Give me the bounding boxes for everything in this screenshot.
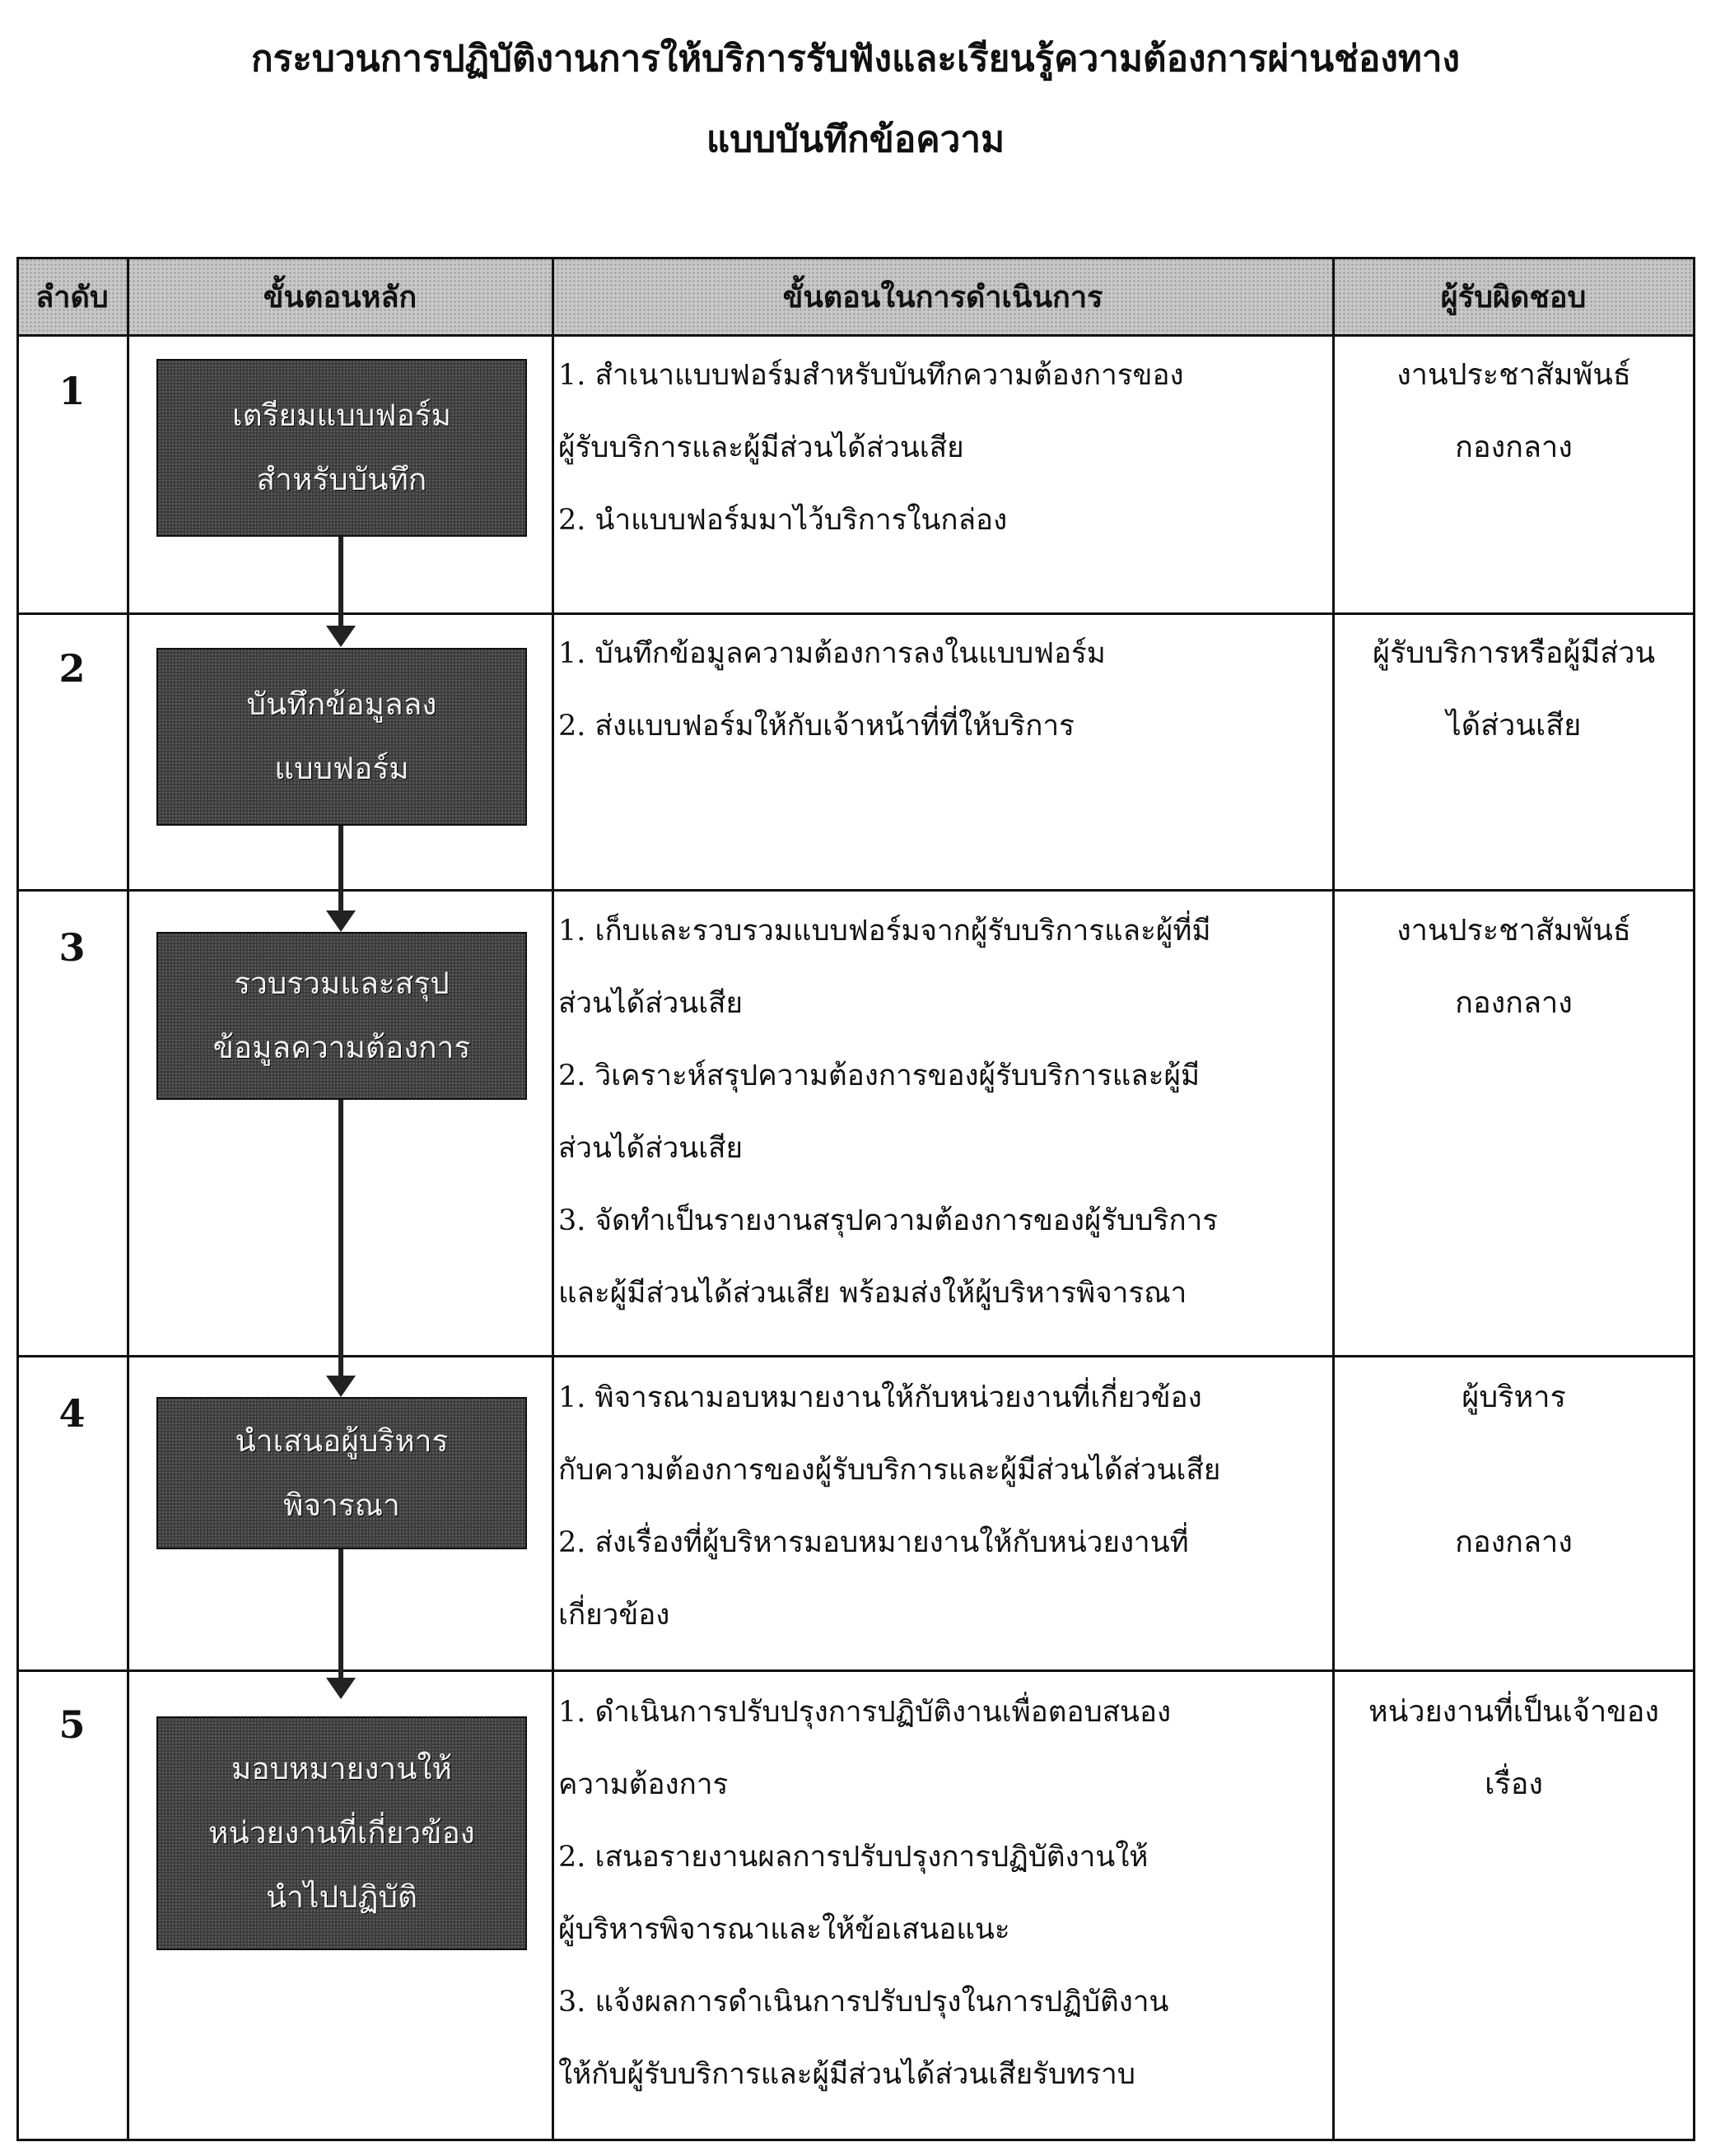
column-divider-3 <box>1332 257 1335 2141</box>
flow-box-step-5 <box>156 1716 527 1950</box>
arrow-down-icon <box>326 910 356 932</box>
procedure-line: 1. เก็บและรวบรวมแบบฟอร์มจากผู้รับบริการและผู้ที่มี <box>558 915 1211 948</box>
responsible-line: กองกลาง <box>1455 431 1573 464</box>
flow-box-text: หน่วยงานที่เกี่ยวข้อง <box>208 1815 475 1851</box>
flow-box-text: มอบหมายงานให้ <box>231 1751 452 1786</box>
table-border-bottom <box>16 2139 1695 2141</box>
responsible-line: งานประชาสัมพันธ์ <box>1396 914 1631 948</box>
responsible-line: กองกลาง <box>1455 986 1573 1020</box>
flow-box-text: เตรียมแบบฟอร์ม <box>231 398 452 433</box>
flow-box-text: แบบฟอร์ม <box>274 751 409 786</box>
procedure-cell <box>558 339 1324 556</box>
flow-box-text: รวบรวมและสรุป <box>234 966 450 1001</box>
flow-box-text: นำเสนอผู้บริหาร <box>235 1423 449 1459</box>
procedure-line: ความต้องการ <box>558 1768 729 1801</box>
table-border-right <box>1693 257 1695 2141</box>
responsible-line <box>1334 1434 1694 1506</box>
document-title-line-2: แบบบันทึกข้อความ <box>706 119 1005 161</box>
responsible-cell <box>1334 895 1694 1040</box>
flow-connector-3 <box>338 1100 343 1384</box>
row-divider-3 <box>16 1355 1695 1357</box>
row-number: 2 <box>58 646 86 691</box>
flow-connector-4 <box>338 1549 343 1686</box>
procedure-line: และผู้มีส่วนได้ส่วนเสีย พร้อมส่งให้ผู้บริหารพิจารณา <box>558 1277 1187 1310</box>
row-number: 1 <box>58 369 86 413</box>
responsible-line: กองกลาง <box>1455 1525 1573 1559</box>
flow-box-text: ข้อมูลความต้องการ <box>212 1030 471 1065</box>
flow-connector-1 <box>338 537 343 633</box>
procedure-line: ส่วนได้ส่วนเสีย <box>558 987 744 1020</box>
procedure-line: 1. ดำเนินการปรับปรุงการปฏิบัติงานเพื่อตอบสนอง <box>558 1696 1172 1729</box>
procedure-line: ให้กับผู้รับบริการและผู้มีส่วนได้ส่วนเสียรับทราบ <box>558 2058 1135 2091</box>
table-border-left <box>16 257 19 2141</box>
flow-box-step-4 <box>156 1397 527 1549</box>
procedure-line: ผู้รับบริการและผู้มีส่วนได้ส่วนเสีย <box>558 431 964 464</box>
procedure-line: 3. แจ้งผลการดำเนินการปรับปรุงในการปฏิบัติงาน <box>558 1986 1169 2019</box>
flow-box-text: นำไปปฏิบัติ <box>265 1879 417 1915</box>
flow-box-text: บันทึกข้อมูลลง <box>246 687 437 722</box>
flow-connector-2 <box>338 826 343 919</box>
flow-box-step-2 <box>156 648 527 826</box>
procedure-cell <box>558 1676 1324 2111</box>
procedure-line: 2. ส่งแบบฟอร์มให้กับเจ้าหน้าที่ที่ให้บริการ <box>558 710 1075 743</box>
procedure-line: 2. ส่งเรื่องที่ผู้บริหารมอบหมายงานให้กับหน่วยงานที่ <box>558 1526 1189 1559</box>
procedure-line: 2. วิเคราะห์สรุปความต้องการของผู้รับบริการและผู้มี <box>558 1059 1200 1092</box>
row-divider-4 <box>16 1669 1695 1672</box>
procedure-line: 2. เสนอรายงานผลการปรับปรุงการปฏิบัติงานให้ <box>558 1841 1149 1874</box>
row-divider-2 <box>16 889 1695 892</box>
header-main-step: ขั้นตอนหลัก <box>263 280 417 314</box>
procedure-line: ส่วนได้ส่วนเสีย <box>558 1132 744 1165</box>
responsible-cell <box>1334 339 1694 484</box>
responsible-line: ผู้บริหาร <box>1462 1381 1566 1414</box>
flow-box-text: พิจารณา <box>283 1487 400 1523</box>
row-number: 5 <box>58 1702 86 1747</box>
header-procedure: ขั้นตอนในการดำเนินการ <box>782 280 1103 314</box>
responsible-line: หน่วยงานที่เป็นเจ้าของ <box>1368 1695 1659 1729</box>
procedure-line: ผู้บริหารพิจารณาและให้ข้อเสนอแนะ <box>558 1913 1010 1946</box>
row-divider-1 <box>16 612 1695 615</box>
procedure-cell <box>558 1362 1324 1651</box>
procedure-line: กับความต้องการของผู้รับบริการและผู้มีส่วนได้ส่วนเสีย <box>558 1454 1221 1487</box>
responsible-cell <box>1334 617 1694 762</box>
responsible-line: ได้ส่วนเสีย <box>1446 709 1582 743</box>
procedure-line: 1. สำเนาแบบฟอร์มสำหรับบันทึกความต้องการของ <box>558 359 1184 392</box>
responsible-cell <box>1334 1676 1694 1821</box>
procedure-line: 1. บันทึกข้อมูลความต้องการลงในแบบฟอร์ม <box>558 637 1106 670</box>
row-number: 4 <box>58 1391 86 1436</box>
document-title-line-1: กระบวนการปฏิบัติงานการให้บริการรับฟังและเรียนรู้ความต้องการผ่านช่องทาง <box>250 38 1461 80</box>
procedure-cell <box>558 895 1324 1329</box>
procedure-line: 3. จัดทำเป็นรายงานสรุปความต้องการของผู้รับบริการ <box>558 1204 1219 1237</box>
row-number: 3 <box>58 925 86 970</box>
flow-box-text: สำหรับบันทึก <box>256 462 427 497</box>
procedure-line: 2. นำแบบฟอร์มมาไว้บริการในกล่อง <box>558 504 1008 537</box>
procedure-cell <box>558 617 1324 762</box>
flow-box-step-1 <box>156 359 527 537</box>
responsible-line: งานประชาสัมพันธ์ <box>1396 358 1631 392</box>
arrow-down-icon <box>326 1678 356 1699</box>
flow-box-step-3 <box>156 932 527 1100</box>
responsible-line: ผู้รับบริการหรือผู้มีส่วน <box>1372 636 1656 670</box>
arrow-down-icon <box>326 1376 356 1397</box>
column-divider-2 <box>552 257 554 2141</box>
procedure-line: 1. พิจารณามอบหมายงานให้กับหน่วยงานที่เกี่ยวข้อง <box>558 1381 1202 1414</box>
arrow-down-icon <box>326 626 356 647</box>
responsible-line: เรื่อง <box>1485 1767 1543 1801</box>
column-divider-1 <box>127 257 129 2141</box>
header-order: ลำดับ <box>35 280 109 314</box>
procedure-line: เกี่ยวข้อง <box>558 1599 670 1632</box>
header-responsible: ผู้รับผิดชอบ <box>1440 280 1587 314</box>
responsible-cell <box>1334 1362 1694 1579</box>
